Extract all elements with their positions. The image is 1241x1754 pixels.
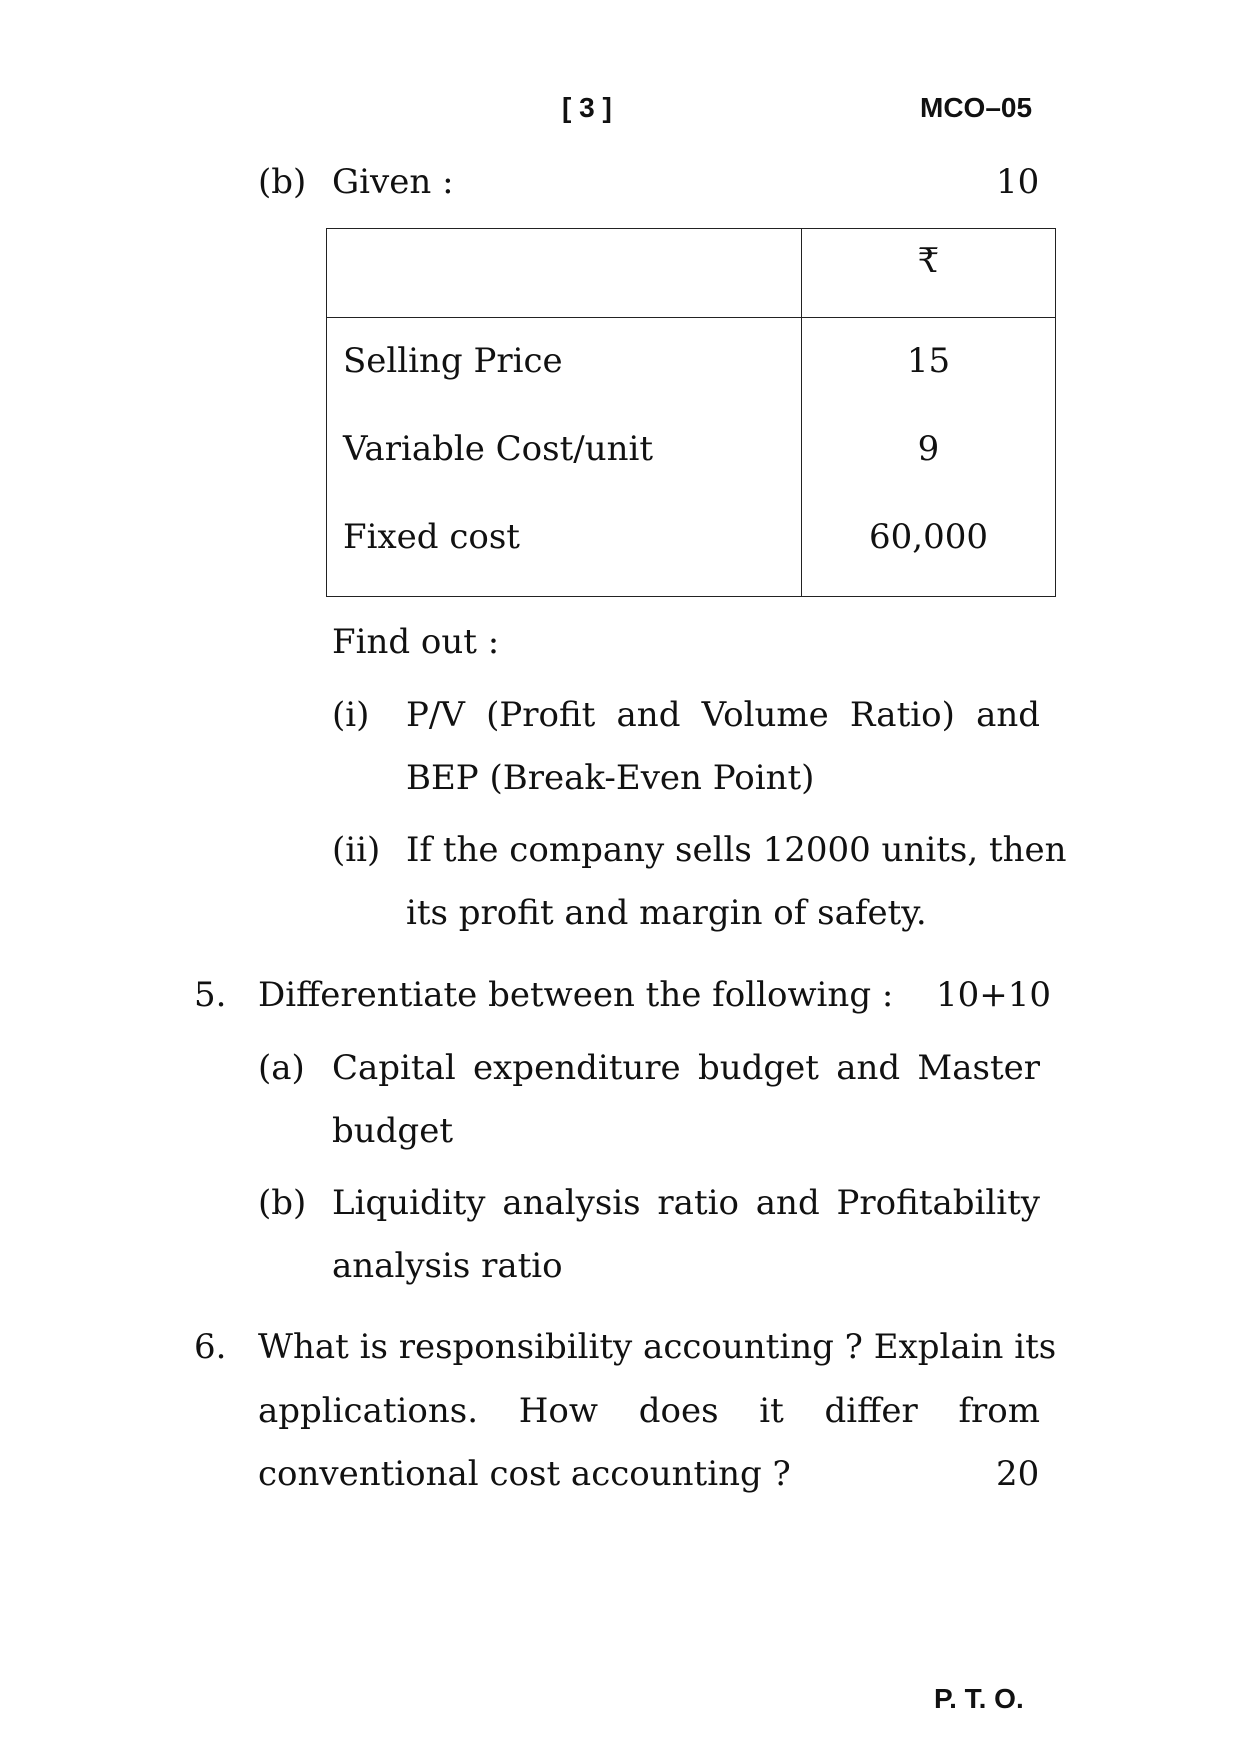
paper-code: MCO–05 bbox=[920, 92, 1033, 123]
table-value-fixed-cost: 60,000 bbox=[869, 517, 988, 557]
q5a-label: (a) bbox=[258, 1048, 305, 1088]
table-header-row bbox=[327, 229, 1056, 318]
table-item-column bbox=[327, 318, 802, 597]
q5a-line1: Capital expenditure budget and Master bbox=[332, 1048, 1040, 1088]
q6-line3: conventional cost accounting ? bbox=[258, 1454, 791, 1494]
part-ii-label: (ii) bbox=[332, 830, 381, 870]
find-out-label: Find out : bbox=[332, 622, 500, 662]
table-item-fixed-cost: Fixed cost bbox=[343, 517, 520, 557]
part-i-label: (i) bbox=[332, 695, 370, 735]
q5a-line2: budget bbox=[332, 1111, 453, 1151]
q6-line2: applications. How does it differ from bbox=[258, 1391, 1040, 1431]
rupee-symbol: ₹ bbox=[917, 241, 940, 281]
table-item-variable-cost: Variable Cost/unit bbox=[343, 429, 654, 469]
q5b-label: (b) bbox=[258, 1183, 307, 1223]
pto-label: P. T. O. bbox=[934, 1683, 1024, 1714]
q4b-label: (b) bbox=[258, 162, 307, 202]
q5-number: 5. bbox=[194, 975, 227, 1015]
q4b-marks: 10 bbox=[996, 162, 1040, 202]
q5-text: Differentiate between the following : bbox=[258, 975, 894, 1015]
q6-line1: What is responsibility accounting ? Explain its bbox=[258, 1327, 1057, 1367]
q5b-line1: Liquidity analysis ratio and Profitability bbox=[332, 1183, 1040, 1223]
part-i-line1: P/V (Profit and Volume Ratio) and bbox=[406, 695, 1040, 735]
part-ii-line2: its profit and margin of safety. bbox=[406, 893, 927, 933]
table-header-currency-cell bbox=[802, 229, 1056, 318]
table-body-row bbox=[327, 318, 1056, 597]
table-header-empty-cell bbox=[327, 229, 802, 318]
q5b-line2: analysis ratio bbox=[332, 1246, 563, 1286]
q5-marks: 10+10 bbox=[936, 975, 1052, 1015]
given-data-table bbox=[326, 228, 1056, 597]
table-value-variable-cost: 9 bbox=[917, 429, 940, 469]
q6-marks: 20 bbox=[996, 1454, 1040, 1494]
table-value-selling-price: 15 bbox=[906, 341, 951, 381]
part-ii-line1: If the company sells 12000 units, then bbox=[406, 830, 1067, 870]
part-i-line2: BEP (Break-Even Point) bbox=[406, 758, 815, 798]
table-value-column bbox=[802, 318, 1056, 597]
q6-number: 6. bbox=[194, 1327, 227, 1367]
table-item-selling-price: Selling Price bbox=[343, 341, 563, 381]
page-number: [ 3 ] bbox=[562, 92, 612, 123]
q4b-given: Given : bbox=[332, 162, 454, 202]
